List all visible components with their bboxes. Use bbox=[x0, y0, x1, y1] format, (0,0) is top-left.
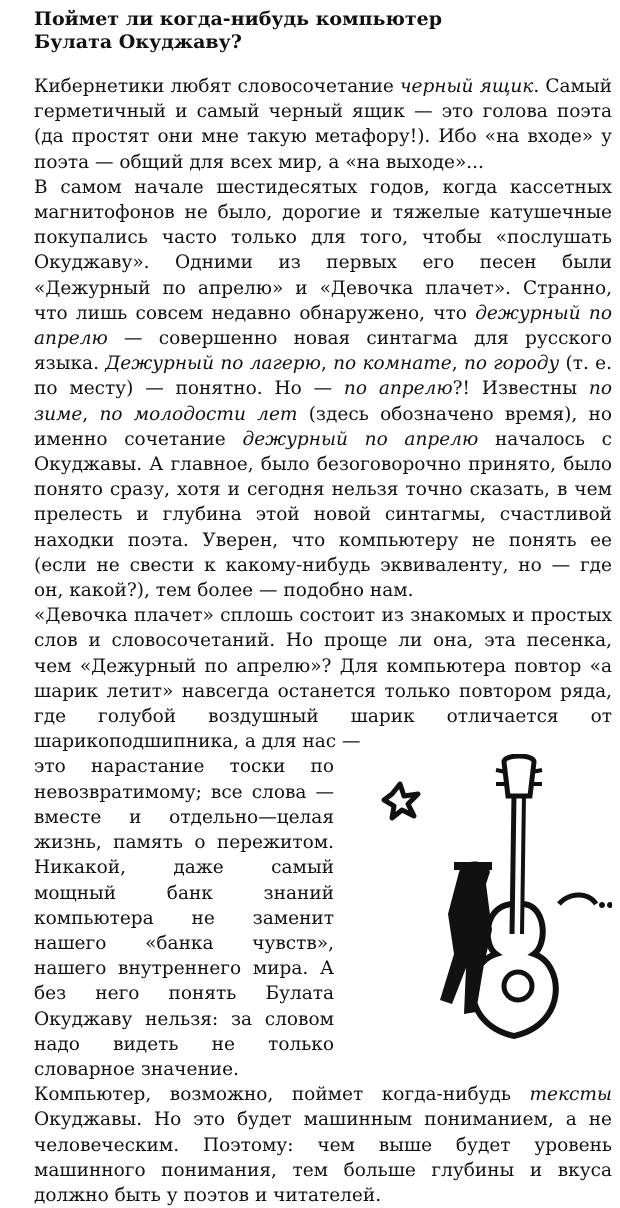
paragraph-3-top: «Девочка плачет» сплошь состоит из знакомых и простых слов и словосочетаний. Но проще ли она, эта песенка, чем «Дежурный по апрелю»? Для компьютера повтор «а шарик летит» навсегда останется только повтором ряда, где голубой воздушный шарик отличается от шарикоподшипника, а для нас — bbox=[34, 605, 612, 753]
paragraph-4 bbox=[34, 1082, 612, 1208]
star-icon bbox=[384, 784, 418, 818]
text-run: ?! Известны bbox=[452, 378, 589, 400]
paragraph-1 bbox=[34, 74, 612, 175]
article-title bbox=[34, 8, 612, 54]
text-run: , bbox=[82, 403, 100, 425]
text-run: (т. е. по месту) — понятно. Но — bbox=[34, 353, 613, 400]
text-run: В самом начале шестидесятых годов, когда кассетных магнитофонов не было, дорогие и тяжелые катушечные покупались часто только для того, чтобы «послушать Окуджаву». Одними из первых его песен были «Дежурный по апрелю» и «Девочка плачет». Странно, что лишь совсем недавно обнаружено, что bbox=[34, 176, 612, 324]
paragraph-3-left-column: это нарастание тоски по невозвратимому; все слова — вместе и отдельно—целая жизнь, память о пережитом. Никакой, даже самый мощный банк знаний компьютера не заменит нашего «банка чувств», нашего внутреннего мира. А без него понять Булата Окуджаву нельзя: за словом надо видеть не только словарное значение. bbox=[34, 756, 334, 1080]
text-run: (здесь обозначено время), но именно сочетание bbox=[34, 403, 612, 450]
title-line-1: Поймет ли когда-нибудь компьютер bbox=[34, 8, 443, 30]
text-run: Кибернетики любят словосочетание bbox=[34, 76, 400, 97]
text-run: , bbox=[451, 353, 464, 375]
italic-phrase: по комнате bbox=[333, 353, 452, 375]
text-run: — совершенно новая синтагма для русского языка. bbox=[34, 328, 612, 375]
text-run: началось с Окуджавы. А главное, было безоговорочно принято, было понято сразу, хотя и сегодня нельзя точно сказать, в чем прелесть и глубина этой новой синтагмы, счастливой находки поэта. Уверен, что компьютеру не понять ее (если не свести к какому-нибудь эквиваленту, но — где он, какой?), тем более — подобно нам. bbox=[34, 428, 613, 602]
text-run: , bbox=[320, 353, 334, 375]
italic-phrase: по апрелю bbox=[343, 378, 453, 400]
guitar-illustration bbox=[364, 754, 612, 1052]
guitar-headstock bbox=[504, 756, 534, 796]
tail-mark bbox=[559, 895, 596, 904]
figure-silhouette bbox=[440, 862, 492, 1015]
italic-phrase: черный ящик bbox=[400, 76, 534, 97]
italic-phrase: тексты bbox=[529, 1084, 612, 1106]
italic-phrase: Дежурный по лагерю bbox=[105, 353, 321, 375]
text-run: Компьютер, возможно, поймет когда-нибудь bbox=[34, 1084, 530, 1106]
italic-phrase: дежурный по апрелю bbox=[34, 302, 612, 350]
text-run: . Самый герметичный и самый черный ящик — это голова поэта (да простят они мне такую метафору!). Ибо «на входе» у поэта — общий для всех мир, а «на выходе»... bbox=[34, 76, 612, 173]
italic-phrase: по молодости лет bbox=[99, 403, 298, 425]
paragraph-3-with-illustration bbox=[34, 754, 612, 1082]
italic-phrase: по зиме bbox=[34, 378, 612, 425]
text-run: Окуджавы. Но это будет машинным пониманием, а не человеческим. Поэтому: чем выше будет уровень машинного понимания, тем больше глубины и вкуса должно быть у поэтов и читателей. bbox=[34, 1109, 612, 1206]
paragraph-2 bbox=[34, 175, 612, 603]
guitar-neck bbox=[512, 794, 514, 934]
title-line-2: Булата Окуджаву? bbox=[34, 31, 242, 53]
italic-phrase: по городу bbox=[463, 353, 560, 375]
guitar-sound-hole bbox=[504, 972, 532, 1000]
italic-phrase: дежурный по апрелю bbox=[242, 428, 479, 450]
article-page bbox=[34, 8, 612, 1208]
guitar-drawing bbox=[364, 754, 612, 1052]
